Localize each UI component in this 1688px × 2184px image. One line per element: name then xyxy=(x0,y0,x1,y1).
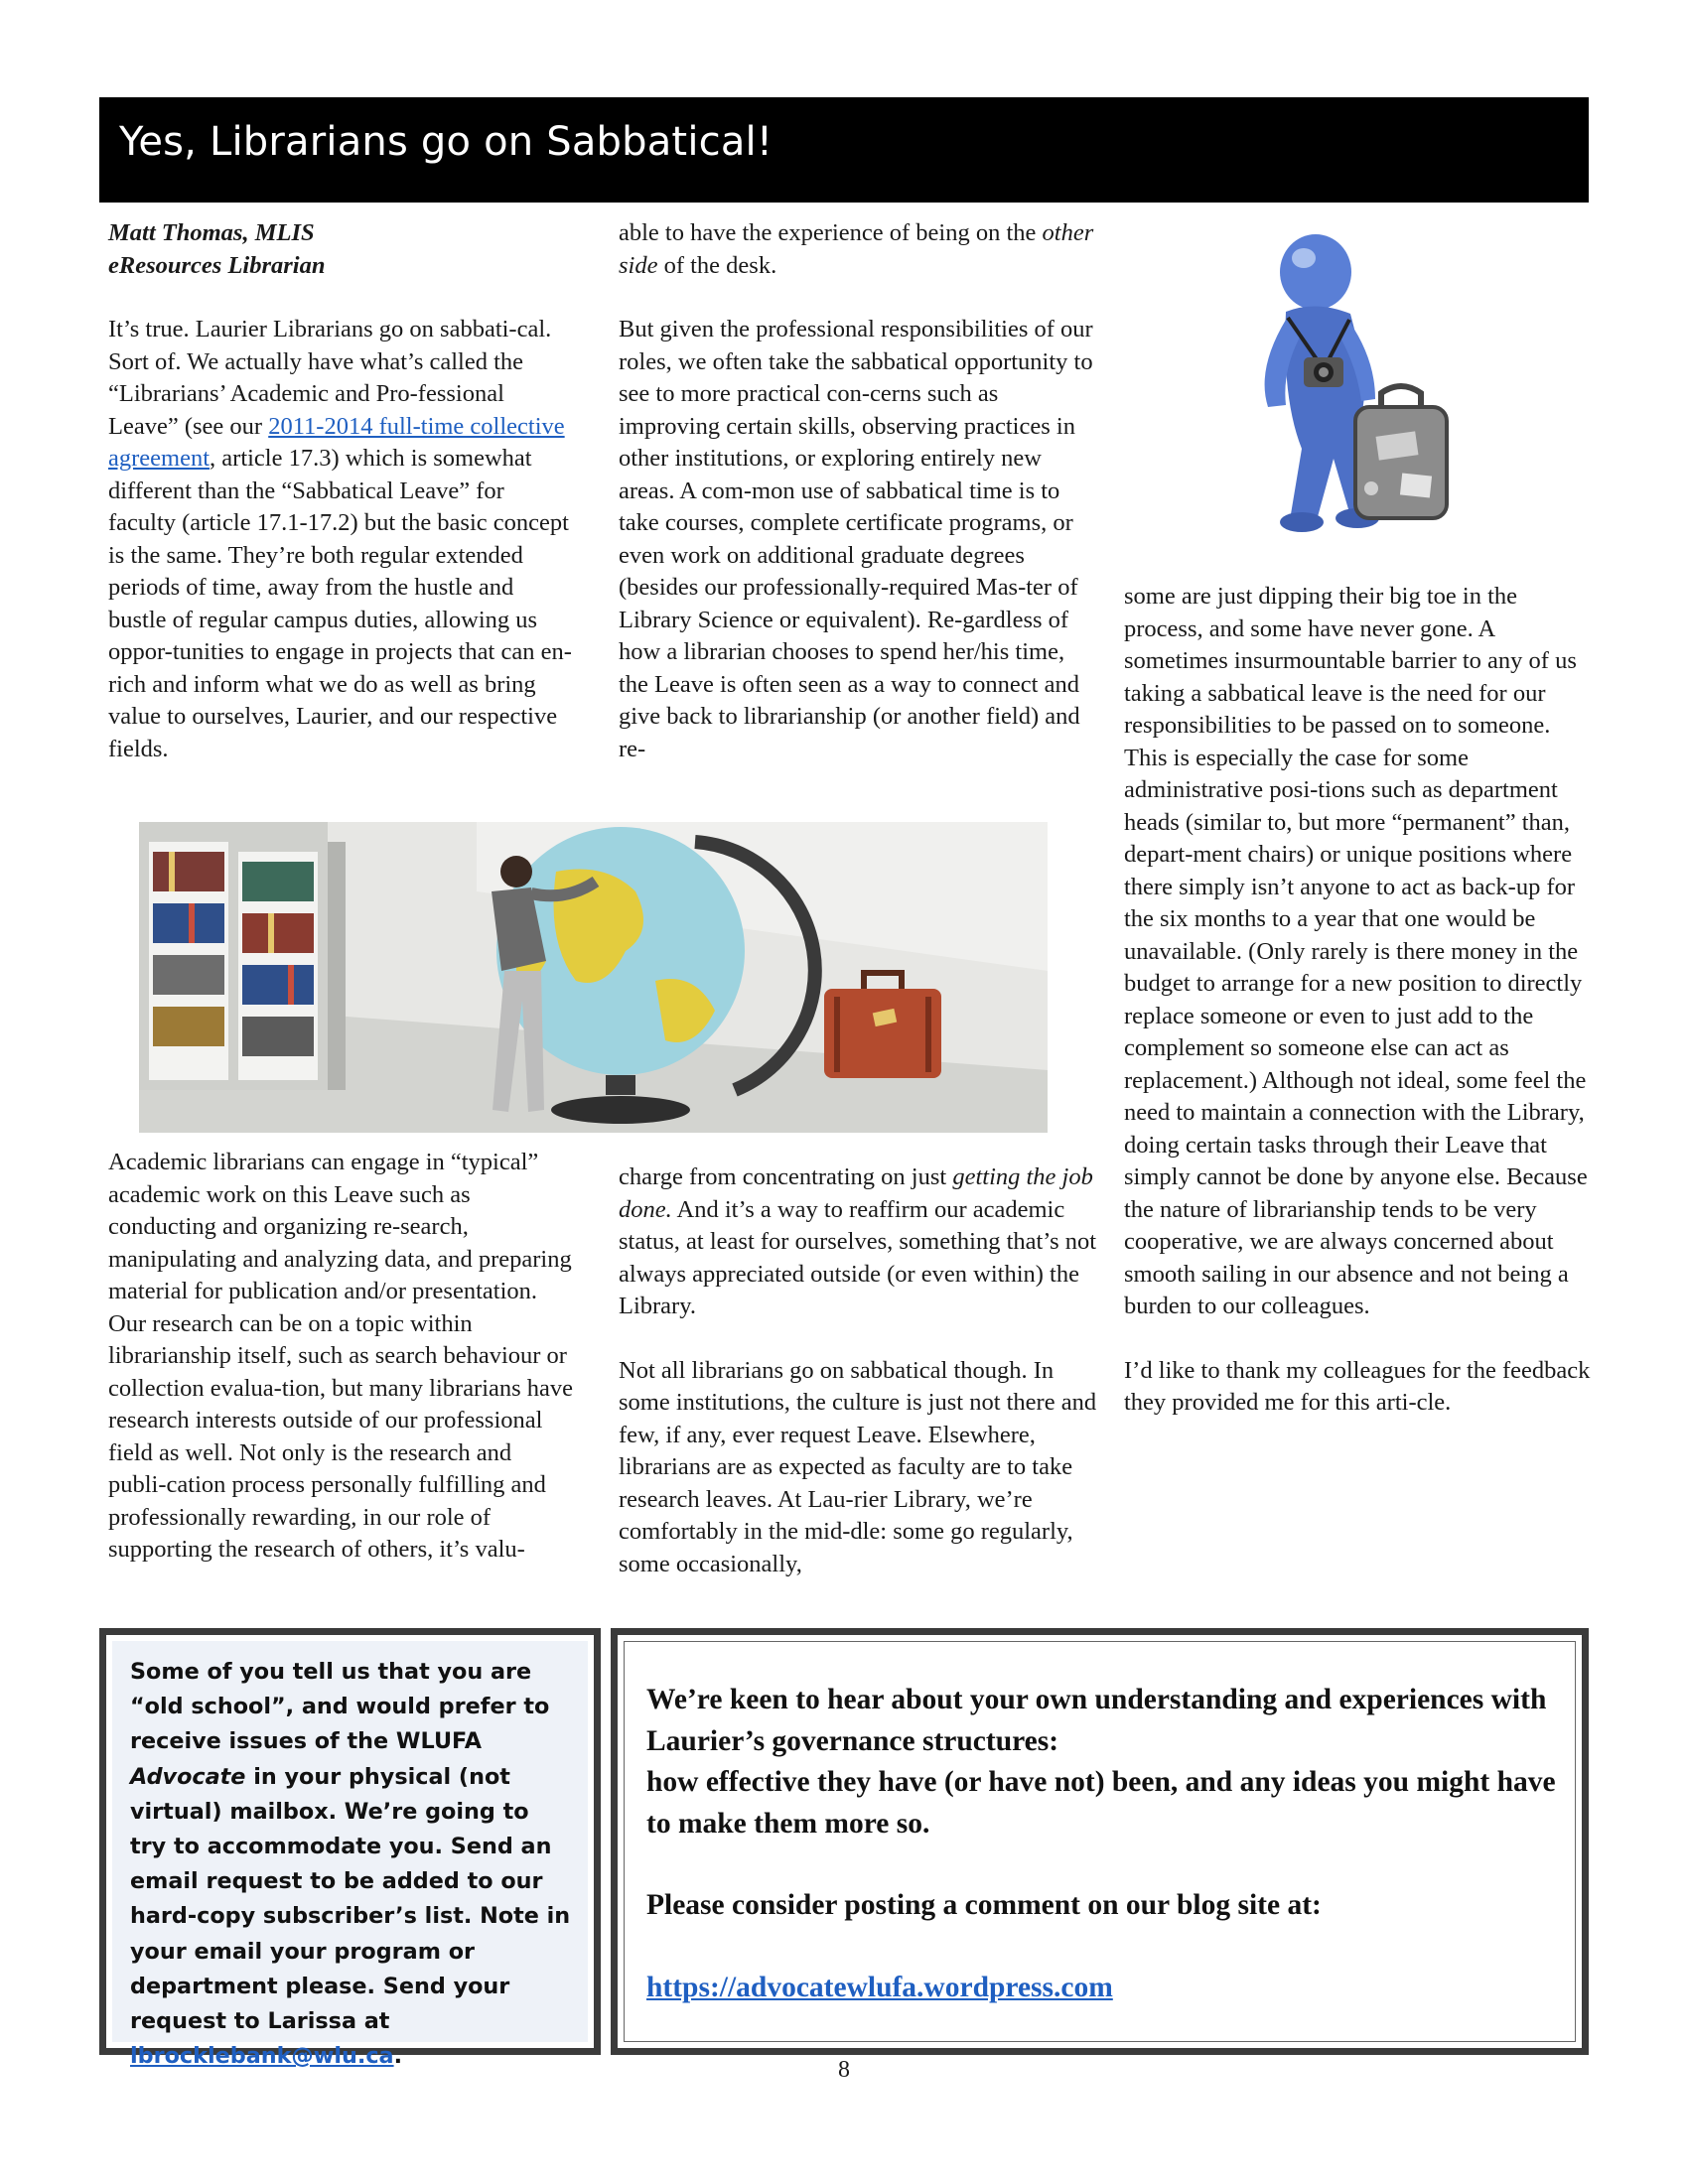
paragraph-academic-work: Academic librarians can engage in “typical” academic work on this Leave such as conducting and organizing re-search, manipulating and analyzing data, and preparing material for publication and/or presentation. Our research can be on a topic within librarianship itself, such as search behaviour or collection evalua-tion, but many librarians have research interests outside of our professional field as well. Not only is the research and publi-cation process personally fulfilling and professionally rewarding, in our role of supporting the research of others, it’s valu- xyxy=(108,1149,574,1563)
paragraph-recharge: charge from concentrating on just getting the job done. And it’s a way to reaffirm our academic status, at least for ourselves, something that’s not always appreciated outside (or even within) the Library. xyxy=(619,1163,1097,1319)
article-title-banner xyxy=(99,97,1589,203)
blog-link[interactable]: https://advocatewlufa.wordpress.com xyxy=(646,1971,1113,2003)
feedback-intro: We’re keen to hear about your own understanding and experiences with Laurier’s governance structures: xyxy=(646,1684,1547,1757)
column-2-top xyxy=(619,217,1097,765)
column-2-bottom xyxy=(619,1161,1097,1580)
page-number: 8 xyxy=(838,2057,850,2083)
author-name: Matt Thomas, MLIS xyxy=(108,219,315,246)
paragraph-desk: able to have the experience of being on the other side of the desk. xyxy=(619,219,1094,279)
blog-prompt: Please consider posting a comment on our blog site at: xyxy=(646,1889,1322,1921)
library-globe-illustration xyxy=(139,822,1048,1133)
feedback-question: how effective they have (or have not) been, and any ideas you might have to make them more so. xyxy=(646,1766,1556,1840)
hard-copy-notice-box xyxy=(99,1628,601,2070)
article-title: Yes, Librarians go on Sabbatical! xyxy=(119,119,774,165)
author-role: eResources Librarian xyxy=(108,251,326,279)
collective-agreement-link[interactable]: 2011-2014 full-time collective agreement xyxy=(108,412,565,472)
column-1-top xyxy=(108,217,575,765)
paragraph-not-all: Not all librarians go on sabbatical though. In some institutions, the culture is just not there and few, if any, ever request Leave. Elsewhere, librarians are as expected as faculty are to take research leaves. At Lau-rier Library, we’re comfortably in the mid-dle: some go regularly, some occasionally, xyxy=(619,1356,1097,1577)
paragraph-thanks: I’d like to thank my colleagues for the feedback they provided me for this arti-cle. xyxy=(1124,1356,1591,1416)
column-1-bottom xyxy=(108,1147,575,1567)
hard-copy-notice-text: Some of you tell us that you are “old school”, and would prefer to receive issues of the WLUFA Advocate in your physical (not virtual) mailbox. We’re going to try to accommodate you. Send an email request to be added to our hard-copy subscriber’s list. Note in your email your program or department please. Send your request to Larissa at lbrocklebank@wlu.ca. xyxy=(112,1641,588,2042)
paragraph-practical: But given the professional responsibilities of our roles, we often take the sabbatical opportunity to see to more practical con-cerns such as improving certain skills, observing practices in other institutions, or exploring entirely new areas. A com-mon use of sabbatical time is to take courses, complete certificate programs, or even work on additional graduate degrees (besides our professionally-required Mas-ter of Library Science or equivalent). Re-gardless of how a librarian chooses to spend her/his time, the Leave is often seen as a way to connect and give back to librarianship (or another field) and re- xyxy=(619,316,1093,762)
paragraph-intro: It’s true. Laurier Librarians go on sabbati-cal. Sort of. We actually have what’s called the “Librarians’ Academic and Pro-fessional Leave” (see our 2011-2014 full-time collective agreement, article 17.3) which is somewhat different than the “Sabbatical Leave” for faculty (article 17.1-17.2) but the basic concept is the same. They’re both regular extended periods of time, away from the hustle and bustle of regular campus duties, allowing us oppor-tunities to engage in projects that can en-rich and inform what we do as well as bring value to ourselves, Laurier, and our respective fields. xyxy=(108,316,572,762)
traveler-illustration xyxy=(1246,230,1475,538)
email-link[interactable]: lbrocklebank@wlu.ca xyxy=(130,2043,394,2070)
paragraph-barriers: some are just dipping their big toe in the process, and some have never gone. A sometimes insurmountable barrier to any of us taking a sabbatical leave is the need for our responsibilities to be passed on to someone. This is especially the case for some administrative posi-tions such as department heads (similar to, but more “permanent” than, depart-ment chairs) or unique positions where there simply isn’t anyone to act as back-up for the six months to a year that one would be unavailable. (Only rarely is there money in the budget to arrange for a new position to directly replace someone or even to just add to the complement so someone else can act as replacement.) Although not ideal, some feel the need to maintain a connection with the Library, doing certain tasks through their Leave that simply cannot be done by anyone else. Because the nature of librarianship tends to be very cooperative, we are always concerned about smooth sailing in our absence and not being a burden to our colleagues. xyxy=(1124,583,1588,1319)
governance-feedback-box xyxy=(611,1628,1589,2055)
column-3 xyxy=(1124,581,1599,1420)
